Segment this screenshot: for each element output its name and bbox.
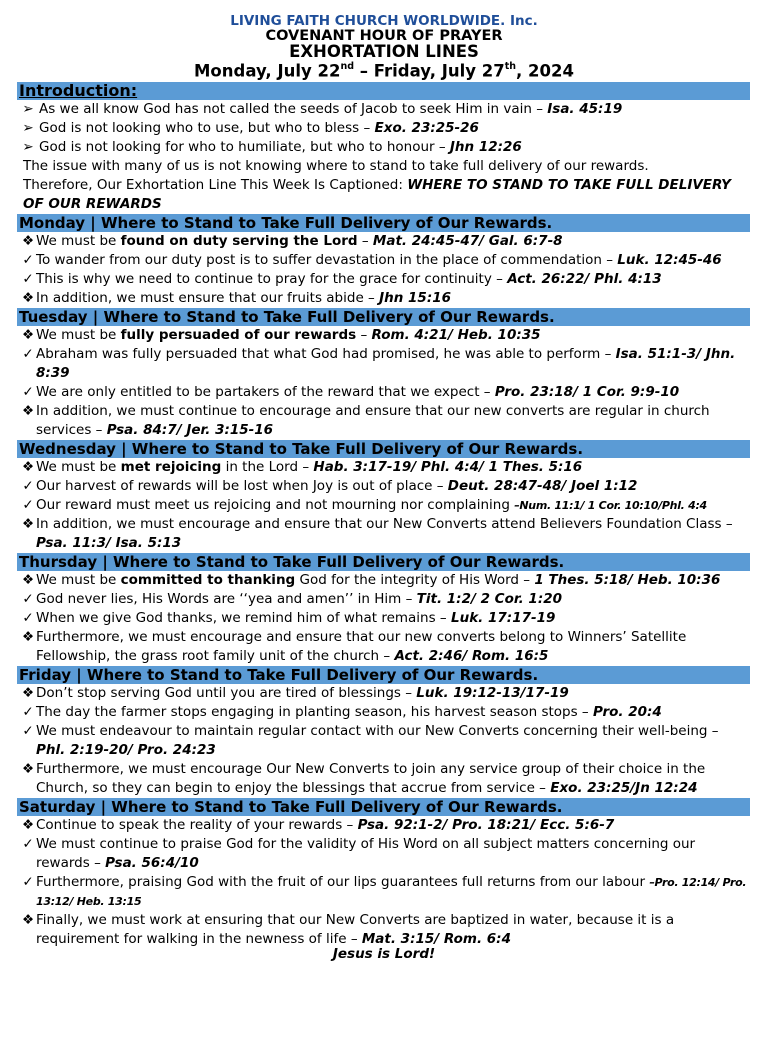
item-emphasis: found on duty serving the Lord (120, 233, 358, 249)
list-item (20, 684, 750, 703)
scripture-reference: Pro. 20:4 (592, 704, 662, 720)
list-item (20, 911, 750, 949)
section-heading-text: Monday | Where to Stand to Take Full Delivery of Our Rewards. (19, 214, 553, 232)
list-item (20, 251, 750, 270)
list-item (20, 270, 750, 289)
item-text: We must be (36, 572, 121, 588)
diamond-bullet-icon: ❖ (21, 912, 35, 928)
list-item (20, 816, 750, 835)
check-bullet-icon: ✓ (22, 252, 34, 268)
section-heading-tuesday (17, 308, 750, 326)
document-header (0, 15, 768, 82)
scripture-reference: Tit. 1:2/ 2 Cor. 1:20 (416, 591, 563, 607)
check-bullet-icon: ✓ (22, 497, 34, 513)
item-text: Continue to speak the reality of your rewards – (36, 817, 358, 833)
scripture-reference: Phl. 2:19-20/ Pro. 24:23 (36, 742, 216, 758)
list-item (20, 176, 750, 214)
list-item (20, 496, 750, 515)
scripture-reference: Isa. 51:1-3/ Jhn. 8:39 (36, 346, 736, 381)
check-bullet-icon: ✓ (22, 271, 34, 287)
check-bullet-icon: ✓ (22, 346, 34, 362)
scripture-reference: Psa. 84:7/ Jer. 3:15-16 (106, 422, 274, 438)
scripture-reference: Mat. 3:15/ Rom. 6:4 (361, 931, 511, 947)
item-text: Therefore, Our Exhortation Line This Week Is Captioned: (23, 177, 408, 193)
diamond-bullet-icon: ❖ (21, 817, 35, 833)
section-heading-saturday (17, 798, 750, 816)
item-text: God is not looking for who to humiliate, but who to honour – (39, 139, 450, 155)
closing-line: Jesus is Lord! (332, 946, 436, 962)
section-heading-text: Introduction: (19, 82, 138, 100)
check-bullet-icon: ✓ (22, 384, 34, 400)
item-text: Abraham was fully persuaded that what God had promised, he was able to perform – (36, 346, 616, 362)
diamond-bullet-icon: ❖ (21, 685, 35, 701)
section-heading-wednesday (17, 440, 750, 458)
section-heading-text: Thursday | Where to Stand to Take Full Delivery of Our Rewards. (19, 553, 565, 571)
list-item (20, 138, 750, 157)
scripture-reference: Pro. 23:18/ 1 Cor. 9:9-10 (494, 384, 680, 400)
diamond-bullet-icon: ❖ (21, 327, 35, 343)
scripture-reference: Mat. 24:45-47/ Gal. 6:7-8 (372, 233, 563, 249)
item-text: In addition, we must encourage and ensure that our New Converts attend Believers Foundation Class – (36, 516, 733, 532)
scripture-reference: Deut. 28:47-48/ Joel 1:12 (447, 478, 638, 494)
list-item (20, 232, 750, 251)
scripture-reference: Jhn 12:26 (449, 139, 522, 155)
item-text: Furthermore, we must encourage and ensure that our new converts belong to Winners’ Satellite Fellowship, the grass root family unit of the church – (36, 629, 687, 664)
list-item (20, 157, 750, 176)
check-bullet-icon: ✓ (22, 478, 34, 494)
diamond-bullet-icon: ❖ (21, 572, 35, 588)
item-text: God for the integrity of His Word – (295, 572, 535, 588)
item-text: The day the farmer stops engaging in planting season, his harvest season stops – (36, 704, 593, 720)
item-emphasis: committed to thanking (120, 572, 296, 588)
section-heading-text: Tuesday | Where to Stand to Take Full Delivery of Our Rewards. (19, 308, 555, 326)
scripture-reference: 1 Thes. 5:18/ Heb. 10:36 (534, 572, 721, 588)
list-item (20, 835, 750, 873)
list-item (20, 119, 750, 138)
item-text: Furthermore, we must encourage Our New Converts to join any service group of their choice in the Church, so they can begin to enjoy the blessings that accrue from service – (36, 761, 706, 796)
diamond-bullet-icon: ❖ (21, 761, 35, 777)
scripture-reference: Rom. 4:21/ Heb. 10:35 (371, 327, 541, 343)
list-item (20, 760, 750, 798)
item-text: In addition, we must continue to encourage and ensure that our new converts are regular in church services – (36, 403, 710, 438)
item-text: Our reward must meet us rejoicing and not mourning nor complaining (36, 497, 515, 513)
item-text: When we give God thanks, we remind him of what remains – (36, 610, 451, 626)
item-text: Furthermore, praising God with the fruit of our lips guarantees full returns from our labour (36, 874, 650, 890)
item-text: To wander from our duty post is to suffer devastation in the place of commendation – (36, 252, 618, 268)
list-item (20, 458, 750, 477)
diamond-bullet-icon: ❖ (21, 629, 35, 645)
scripture-reference: –Num. 11:1/ 1 Cor. 10:10/Phl. 4:4 (514, 499, 707, 512)
check-bullet-icon: ✓ (22, 874, 34, 890)
item-text: We must be (36, 459, 121, 475)
item-text: We must be (36, 233, 121, 249)
list-item (20, 722, 750, 760)
item-text: In addition, we must ensure that our fruits abide – (36, 290, 380, 306)
list-item (20, 100, 750, 119)
scripture-reference: Luk. 12:45-46 (617, 252, 722, 268)
diamond-bullet-icon: ❖ (21, 233, 35, 249)
document-body (0, 82, 768, 949)
scripture-reference: Psa. 92:1-2/ Pro. 18:21/ Ecc. 5:6-7 (357, 817, 615, 833)
item-emphasis: fully persuaded of our rewards (120, 327, 357, 343)
check-bullet-icon: ✓ (22, 610, 34, 626)
diamond-bullet-icon: ❖ (21, 516, 35, 532)
item-text: This is why we need to continue to pray for the grace for continuity – (36, 271, 508, 287)
item-text: We must be (36, 327, 121, 343)
arrow-bullet-icon: ➢ (22, 139, 34, 155)
section-heading-friday (17, 666, 750, 684)
list-item (20, 590, 750, 609)
prayer-title: COVENANT HOUR OF PRAYER (265, 28, 503, 44)
scripture-reference: Luk. 19:12-13/17-19 (416, 685, 569, 701)
item-text: God is not looking who to use, but who to bless – (39, 120, 375, 136)
list-item (20, 345, 750, 383)
item-text: in the Lord – (221, 459, 314, 475)
item-text: – (356, 327, 372, 343)
scripture-reference: Luk. 17:17-19 (450, 610, 556, 626)
list-item (20, 402, 750, 440)
check-bullet-icon: ✓ (22, 591, 34, 607)
church-name: LIVING FAITH CHURCH WORLDWIDE. Inc. (230, 13, 538, 29)
item-text: We must endeavour to maintain regular contact with our New Converts concerning their well-being – (36, 723, 719, 739)
list-item (20, 628, 750, 666)
arrow-bullet-icon: ➢ (22, 101, 34, 117)
scripture-reference: Isa. 45:19 (547, 101, 623, 117)
date-range: Monday, July 22nd – Friday, July 27th, 2024 (194, 61, 574, 81)
scripture-reference: Psa. 11:3/ Isa. 5:13 (36, 535, 182, 551)
exhortation-document (0, 15, 768, 1039)
list-item (20, 703, 750, 722)
diamond-bullet-icon: ❖ (21, 290, 35, 306)
scripture-reference: Jhn 15:16 (379, 290, 452, 306)
exhortation-caption: WHERE TO STAND TO TAKE FULL DELIVERY OF OUR REWARDS (23, 177, 731, 212)
diamond-bullet-icon: ❖ (21, 403, 35, 419)
section-heading-monday (17, 214, 750, 232)
item-text: The issue with many of us is not knowing where to stand to take full delivery of our rewards. (23, 158, 649, 174)
section-heading-text: Wednesday | Where to Stand to Take Full Delivery of Our Rewards. (19, 440, 584, 458)
list-item (20, 873, 750, 911)
list-item (20, 515, 750, 553)
section-heading-text: Friday | Where to Stand to Take Full Delivery of Our Rewards. (19, 666, 539, 684)
section-heading-introduction (17, 82, 750, 100)
list-item (20, 477, 750, 496)
arrow-bullet-icon: ➢ (22, 120, 34, 136)
scripture-reference: –Pro. 12:14/ Pro. 13:12/ Heb. 13:15 (36, 876, 747, 908)
list-item (20, 289, 750, 308)
item-text: Finally, we must work at ensuring that our New Converts are baptized in water, because it is a requirement for walking in the newness of life – (36, 912, 675, 947)
item-text: We are only entitled to be partakers of the reward that we expect – (36, 384, 495, 400)
item-text: Don’t stop serving God until you are tired of blessings – (36, 685, 417, 701)
scripture-reference: Exo. 23:25-26 (374, 120, 479, 136)
scripture-reference: Act. 2:46/ Rom. 16:5 (394, 648, 549, 664)
scripture-reference: Psa. 56:4/10 (105, 855, 199, 871)
diamond-bullet-icon: ❖ (21, 459, 35, 475)
item-text: Our harvest of rewards will be lost when Joy is out of place – (36, 478, 448, 494)
check-bullet-icon: ✓ (22, 836, 34, 852)
item-text: – (357, 233, 373, 249)
section-heading-text: Saturday | Where to Stand to Take Full Delivery of Our Rewards. (19, 798, 563, 816)
list-item (20, 609, 750, 628)
item-emphasis: met rejoicing (120, 459, 222, 475)
scripture-reference: Hab. 3:17-19/ Phl. 4:4/ 1 Thes. 5:16 (313, 459, 583, 475)
item-text: We must continue to praise God for the validity of His Word on all subject matters concerning our rewards – (36, 836, 696, 871)
list-item (20, 326, 750, 345)
document-title: EXHORTATION LINES (289, 42, 479, 61)
list-item (20, 571, 750, 590)
check-bullet-icon: ✓ (22, 723, 34, 739)
scripture-reference: Exo. 23:25/Jn 12:24 (550, 780, 698, 796)
item-text: As we all know God has not called the seeds of Jacob to seek Him in vain – (39, 101, 548, 117)
item-text: God never lies, His Words are ‘‘yea and amen’’ in Him – (36, 591, 417, 607)
list-item (20, 383, 750, 402)
scripture-reference: Act. 26:22/ Phl. 4:13 (507, 271, 662, 287)
check-bullet-icon: ✓ (22, 704, 34, 720)
section-heading-thursday (17, 553, 750, 571)
